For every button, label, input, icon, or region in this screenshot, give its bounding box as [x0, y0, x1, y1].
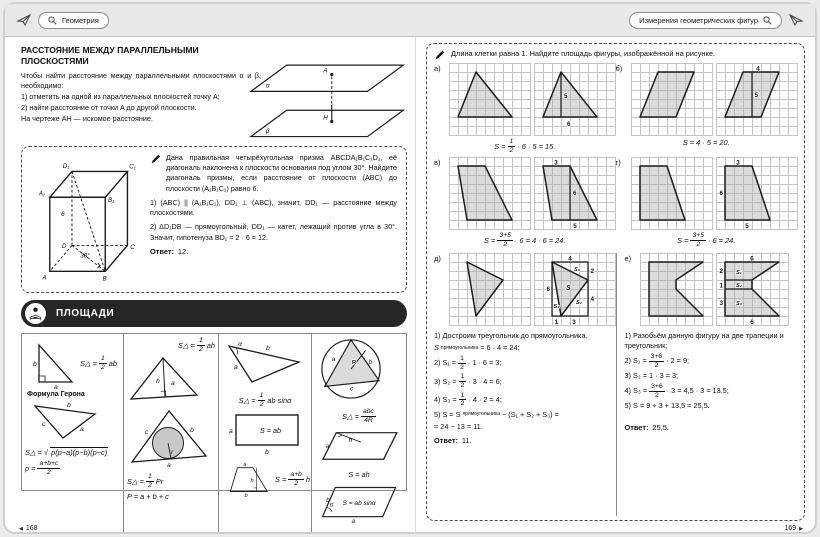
- svg-text:b: b: [326, 497, 330, 505]
- point-a-label: A: [323, 67, 328, 75]
- pencil-icon: [150, 153, 161, 164]
- svg-text:3: 3: [554, 159, 558, 167]
- problems-row-3: [434, 253, 797, 516]
- svg-text:5: 5: [744, 223, 749, 231]
- example-answer: [150, 247, 397, 258]
- column-e: е) 6 2 1 3 6 S₁ S₂ S₃ 1) Разобьём данную фигуру на две трапеции и треугольник; 2) S₁ = $\frac{3+6}{2}$ · 2 = 9; 3) S₂ = 1 · 3 = 3; 4) S₃ = $\frac{3+6}{2}$ · 3 = 4,5 · 3 = 13,5; 5) S = 9 + 3 + 13,5 = 25,5. Ответ: 25,5.: [616, 253, 798, 516]
- svg-text:a: a: [167, 462, 171, 470]
- svg-text:S₂: S₂: [735, 283, 742, 290]
- formula-cell-triangle-height: [124, 334, 219, 532]
- problem-b: б) 4 5 S = 4 · 5 = 20.: [616, 63, 798, 157]
- circumcircle-figure: [315, 337, 387, 401]
- left-page: [5, 37, 415, 534]
- formula-triangle-height: S△ = $\frac{1}{2}$ ah: [178, 337, 215, 353]
- svg-text:6: 6: [573, 190, 577, 198]
- prism-figure: [29, 153, 139, 287]
- example-step1: 1) (ABC) || (A₁B₁C₁), DD₁ ⊥ (ABC), значит, DD₁ — расстояние между плоскостями.: [150, 197, 397, 218]
- page-arrow-left-icon: ◀: [19, 525, 23, 532]
- formula-g: S = $\frac{3+5}{2}$ · 6 = 24.: [677, 232, 736, 248]
- svg-text:S = ab: S = ab: [260, 426, 281, 436]
- intro-paragraph: На чертеже AH — искомое расстояние.: [21, 114, 153, 124]
- grid-figure-a1: [449, 63, 531, 136]
- problem-v: в) 3 6 5 S = $\frac{3+5}{2}$ · 6 = 4 · 6 = 24.: [434, 157, 616, 251]
- svg-text:h: h: [348, 437, 353, 445]
- left-tab-label: Геометрия: [62, 15, 99, 25]
- svg-text:b: b: [67, 402, 71, 409]
- svg-text:b: b: [244, 493, 248, 500]
- right-tab-label: Измерения геометрических фигур: [639, 15, 758, 25]
- reader-icon: [25, 303, 46, 324]
- formula-incircle: S△ = $\frac{1}{2}$ Pr: [127, 473, 164, 489]
- page-number-left: ◀ 168: [19, 525, 38, 532]
- svg-text:5: 5: [564, 93, 568, 100]
- svg-text:R: R: [351, 360, 357, 367]
- right-page: [415, 37, 817, 534]
- svg-text:b: b: [33, 361, 37, 368]
- section-distance-planes: [21, 45, 407, 141]
- search-icon: [763, 16, 772, 25]
- answer-d: Ответ: 11.: [434, 436, 472, 446]
- column-d: д) 4 2 4 6 1 3 S S₁ S₂ S₃ 1) Достроим треугольник до прямоугольника. S прямоугольника = 6 · 4 = 24; 2) S₁ = $\frac{1}{2}$ · 1 · 6 = 3; 3) S₂ = $\frac{1}{2}$ · 3 · 4 = 6; 4) S₃ = $\frac{1}{2}$ · 4 · 2 = 4; 5) S = S прямоугольника − (S₁ + S₂ + S₃) = = 24 − 13 = 11. Ответ: 11.: [434, 253, 616, 516]
- left-page-tab: [38, 12, 109, 29]
- svg-text:r: r: [171, 449, 174, 457]
- plane-alpha-label: α: [265, 82, 270, 90]
- svg-text:a: a: [80, 426, 84, 433]
- search-icon: [48, 16, 57, 25]
- svg-text:4: 4: [755, 65, 760, 73]
- worked-example-box: [21, 146, 407, 293]
- svg-text:5: 5: [754, 92, 758, 99]
- svg-text:c: c: [350, 385, 354, 393]
- grid-figure-d2: [534, 253, 616, 326]
- svg-text:a: a: [229, 428, 233, 436]
- intro-paragraph: Чтобы найти расстояние между параллельными плоскостями α и β, необходимо:: [21, 71, 261, 91]
- problem-a: а) 5 6 S = $\frac{1}{2}$ · 6 · 5 = 15.: [434, 63, 616, 157]
- grid-figure-e1: [640, 253, 713, 326]
- cursor-arrow-icon: [17, 14, 31, 26]
- example-step2: 2) ΔD₁DB — прямоугольный, DD₁ — катет, лежащий против угла в 30°. Значит, гипотенуза BD₁ = 2 · 6 = 12.: [150, 222, 397, 242]
- answer-label: Ответ:: [150, 246, 174, 256]
- vertex-c: C: [130, 244, 135, 252]
- formula-perimeter: P = a + b + c: [127, 492, 169, 502]
- book-spread: [3, 2, 817, 534]
- parallelogram-sin-figure: [315, 482, 403, 524]
- height-label: 6: [61, 210, 65, 218]
- svg-text:S₃: S₃: [574, 267, 580, 274]
- svg-text:6: 6: [749, 319, 754, 327]
- page-arrow-right-icon: ▶: [799, 525, 803, 532]
- grid-figure-v1: [449, 157, 531, 230]
- areas-section-header: [21, 300, 407, 327]
- rectangle-figure: [222, 411, 306, 455]
- vertex-d1: D₁: [62, 162, 70, 170]
- solution-e: 1) Разобьём данную фигуру на две трапеции и треугольник; 2) S₁ = $\frac{3+6}{2}$ · 2 = 9; 3) S₂ = 1 · 3 = 3; 4) S₃ = $\frac{3+6}{2}$ · 3 = 4,5 · 3 = 13,5; 5) S = 9 + 3 + 13,5 = 25,5. Ответ: 25,5.: [625, 331, 798, 433]
- formula-heron-p: p = $\frac{a+b+c}{2}$: [25, 460, 59, 476]
- svg-text:b: b: [190, 427, 194, 435]
- parallel-planes-figure: [249, 55, 407, 141]
- section-title: РАССТОЯНИЕ МЕЖДУ ПАРАЛЛЕЛЬНЫМИ ПЛОСКОСТЯМИ: [21, 45, 199, 67]
- svg-text:α: α: [329, 501, 334, 509]
- svg-text:1: 1: [718, 282, 723, 290]
- answer-value: 12.: [177, 246, 189, 256]
- formula-cell-right-triangle: [22, 334, 124, 532]
- svg-text:a: a: [331, 356, 336, 364]
- svg-text:4: 4: [590, 296, 595, 304]
- cursor-arrow-icon: [789, 14, 803, 26]
- problems-row-2: [434, 157, 797, 251]
- point-h-label: H: [323, 114, 328, 122]
- svg-text:α: α: [238, 341, 242, 348]
- svg-text:b: b: [266, 345, 270, 352]
- vertex-c1: C₁: [129, 163, 136, 171]
- example-statement: Дана правильная четырёхугольная призма ABCDA₁B₁C₁D₁, её диагональ наклонена к плоскости основания под углом 30°. Найдите диагональ призмы, если расстояние от плоскости (ABC) до плоскости (A₁B₁C₁) равно 6.: [166, 153, 397, 193]
- grid-figure-b2: [716, 63, 798, 136]
- incircle-triangle-figure: [127, 408, 213, 468]
- parallelogram-height-figure: [315, 427, 403, 463]
- formula-circumcircle: S△ = abc 4R: [342, 408, 374, 424]
- svg-text:S₂: S₂: [576, 300, 582, 307]
- formula-sin: S△ = $\frac{1}{2}$ ab sinα: [238, 392, 292, 408]
- vertex-a: A: [42, 274, 47, 282]
- svg-text:2: 2: [590, 268, 595, 276]
- formula-cell-circumcircle: [312, 334, 406, 532]
- sin-triangle-figure: [222, 337, 306, 385]
- svg-text:5: 5: [573, 223, 577, 231]
- area-formulas-table: [21, 333, 407, 526]
- right-triangle-figure: [25, 337, 77, 389]
- grid-figure-a2: [534, 63, 616, 136]
- vertex-a1: A₁: [38, 190, 45, 198]
- svg-text:3: 3: [735, 159, 740, 167]
- formula-parallelogram-h: S = ah: [348, 470, 370, 480]
- svg-text:a: a: [243, 462, 247, 469]
- formula-right-triangle: S△ = $\frac{1}{2}$ ab: [80, 354, 117, 371]
- svg-text:b: b: [368, 359, 373, 367]
- areas-title: ПЛОЩАДИ: [56, 308, 115, 319]
- problems-row-1: [434, 63, 797, 157]
- formula-v: S = $\frac{3+5}{2}$ · 6 = 4 · 6 = 24.: [484, 232, 566, 248]
- top-bar: [5, 4, 815, 37]
- svg-text:3: 3: [572, 319, 576, 327]
- svg-text:S₁: S₁: [553, 304, 560, 311]
- formula-trapezoid: S = $\frac{a+b}{2}$ h: [275, 471, 310, 487]
- grid-figure-g2: [716, 157, 798, 230]
- svg-text:S₁: S₁: [735, 270, 742, 277]
- formula-heron: S△ = √ p(p−a)(p−b)(p−c): [25, 447, 108, 457]
- vertex-b1: B₁: [108, 196, 115, 204]
- svg-text:a: a: [171, 380, 175, 388]
- triangle-height-figure: [127, 353, 213, 403]
- vertex-b: B: [102, 275, 107, 283]
- svg-text:S: S: [566, 285, 571, 293]
- right-page-tab: [629, 12, 782, 29]
- grid-figure-v2: [534, 157, 616, 230]
- grid-figure-b1: [631, 63, 713, 136]
- grid-figure-g1: [631, 157, 713, 230]
- answer-e: Ответ: 25,5.: [624, 423, 669, 433]
- svg-text:3: 3: [718, 300, 723, 308]
- svg-text:4: 4: [568, 255, 572, 263]
- page-number-right: 169 ▶: [784, 525, 803, 532]
- svg-text:c: c: [42, 421, 46, 428]
- svg-text:a: a: [325, 443, 330, 451]
- svg-text:a: a: [351, 518, 356, 526]
- svg-text:2: 2: [718, 268, 723, 276]
- example-text: [150, 153, 397, 287]
- svg-text:h: h: [250, 478, 254, 485]
- svg-text:6: 6: [749, 255, 754, 263]
- svg-text:S₃: S₃: [735, 301, 742, 308]
- svg-text:1: 1: [554, 319, 559, 327]
- angle-label: 30°: [80, 252, 90, 260]
- formula-cell-sin: [219, 334, 312, 532]
- svg-text:6: 6: [718, 190, 723, 198]
- problem-g: г) 3 6 5 S = $\frac{3+5}{2}$ · 6 = 24.: [616, 157, 798, 251]
- intro-paragraph: 2) найти расстояние от точки A до другой плоскости.: [21, 103, 197, 113]
- svg-text:a: a: [54, 384, 58, 391]
- grid-figure-e2: [716, 253, 789, 326]
- svg-text:h: h: [156, 378, 160, 386]
- svg-text:6: 6: [567, 121, 571, 128]
- solution-d: 1) Достроим треугольник до прямоугольника. S прямоугольника = 6 · 4 = 24; 2) S₁ = $\frac{1}{2}$ · 1 · 6 = 3; 3) S₂ = $\frac{1}{2}$ · 3 · 4 = 6; 4) S₃ = $\frac{1}{2}$ · 4 · 2 = 4; 5) S = S прямоугольника − (S₁ + S₂ + S₃) = = 24 − 13 = 11. Ответ: 11.: [434, 331, 611, 446]
- svg-text:c: c: [145, 429, 149, 437]
- heron-title: Формула Герона: [27, 391, 85, 398]
- heron-triangle-figure: [25, 398, 113, 442]
- pencil-icon: [434, 49, 445, 60]
- plane-beta-label: β: [265, 127, 270, 135]
- problem-statement: Длина клетки равна 1. Найдите площадь фигуры, изображённой на рисунке.: [434, 49, 734, 60]
- svg-text:6: 6: [546, 286, 550, 294]
- grid-figure-d1: [449, 253, 531, 326]
- formula-a: S = $\frac{1}{2}$ · 6 · 5 = 15.: [494, 138, 556, 154]
- trapezoid-figure: [222, 460, 272, 498]
- intro-paragraph: 1) отметить на одной из параллельных плоскостей точку A;: [21, 92, 220, 102]
- exercise-box: [426, 43, 805, 521]
- svg-text:a: a: [234, 364, 238, 371]
- vertex-d: D: [61, 243, 67, 251]
- svg-text:b: b: [265, 449, 269, 457]
- svg-text:S = ab sinα: S = ab sinα: [342, 500, 376, 508]
- formula-b: S = 4 · 5 = 20.: [682, 138, 730, 147]
